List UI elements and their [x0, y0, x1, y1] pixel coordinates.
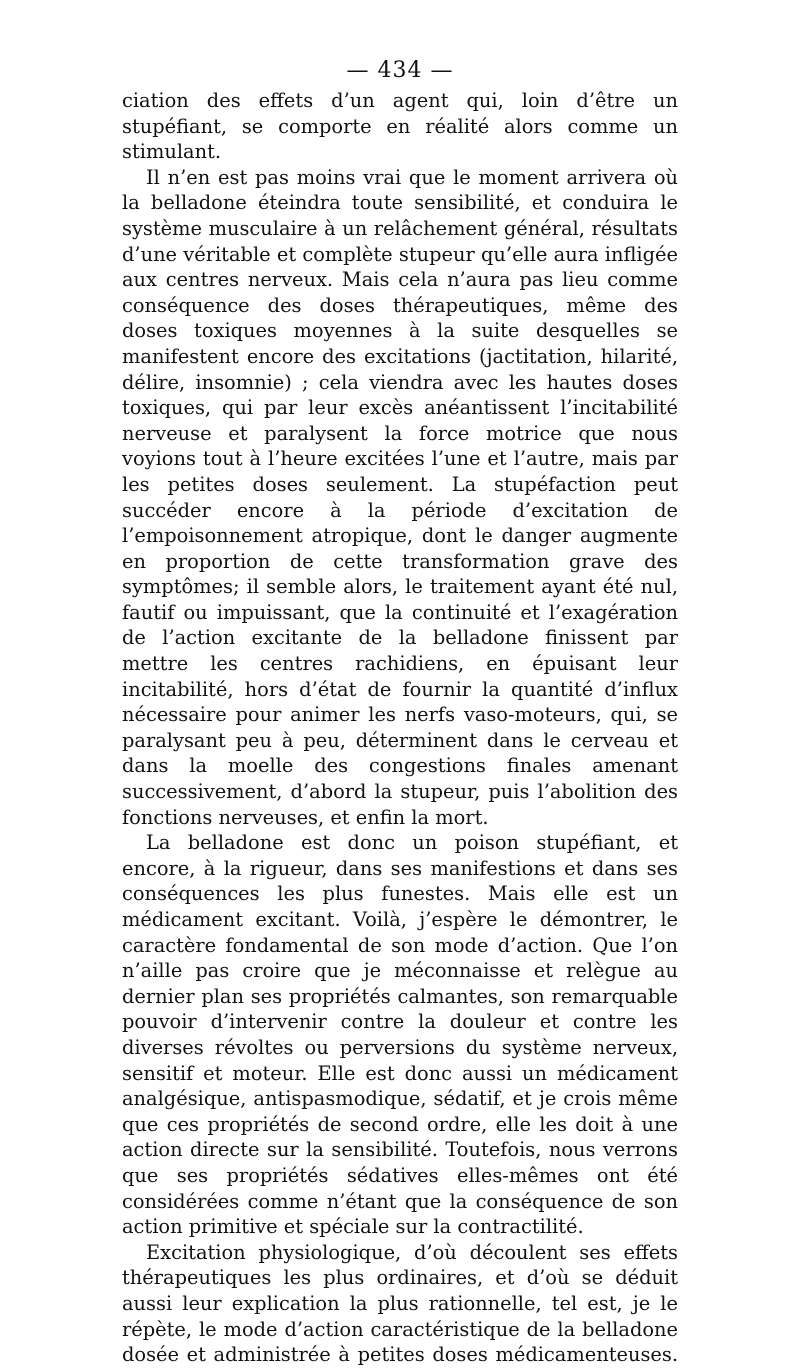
page-number: — 434 —: [346, 58, 454, 83]
paragraph-1: ciation des effets d’un agent qui, loin d’être un stupéfiant, se comporte en réalité alors comme un stimulant.: [122, 89, 678, 164]
paragraph-3: La belladone est donc un poison stupéfiant, et encore, à la rigueur, dans ses manifestions et dans ses conséquences les plus funestes. Mais elle est un médicament excitant. Voilà, j’espère le démontrer, le caractère fondamental de son mode d’action. Que l’on n’aille pas croire que je méconnaisse et relègue au dernier plan ses propriétés calmantes, son remarquable pouvoir d’intervenir contre la douleur et contre les diverses révoltes ou perversions du système nerveux, sensitif et moteur. Elle est donc aussi un médicament analgésique, antispasmodique, sédatif, et je crois même que ces propriétés de second ordre, elle les doit à une action directe sur la sensibilité. Toutefois, nous verrons que ses propriétés sédatives elles-mêmes ont été considérées comme n’étant que la conséquence de son action primitive et spéciale sur la contractilité.: [122, 831, 678, 1239]
body-text: [122, 88, 678, 1368]
paragraph-2: Il n’en est pas moins vrai que le moment arrivera où la belladone éteindra toute sensibilité, et conduira le système musculaire à un relâchement général, résultats d’une véritable et complète stupeur qu’elle aura infligée aux centres nerveux. Mais cela n’aura pas lieu comme conséquence des doses thérapeutiques, même des doses toxiques moyennes à la suite desquelles se manifestent encore des excitations (jactitation, hilarité, délire, insomnie) ; cela viendra avec les hautes doses toxiques, qui par leur excès anéantissent l’incitabilité nerveuse et paralysent la force motrice que nous voyions tout à l’heure excitées l’une et l’autre, mais par les petites doses seulement. La stupéfaction peut succéder encore à la période d’excitation de l’empoisonnement atropique, dont le danger augmente en proportion de cette transformation grave des symptômes; il semble alors, le traitement ayant été nul, fautif ou impuissant, que la continuité et l’exagération de l’action excitante de la belladone finissent par mettre les centres rachidiens, en épuisant leur incitabilité, hors d’état de fournir la quantité d’influx nécessaire pour animer les nerfs vaso-moteurs, qui, se paralysant peu à peu, déterminent dans le cerveau et dans la moelle des congestions finales amenant successivement, d’abord la stupeur, puis l’abolition des fonctions nerveuses, et enfin la mort.: [122, 165, 678, 829]
paragraph-4: Excitation physiologique, d’où découlent ses effets thérapeutiques les plus ordinaires, et d’où se déduit aussi leur explication la plus rationnelle, tel est, je le répète, le mode d’action caractéristique de la belladone dosée et administrée à petites doses médicamenteuses.: [122, 1240, 678, 1367]
